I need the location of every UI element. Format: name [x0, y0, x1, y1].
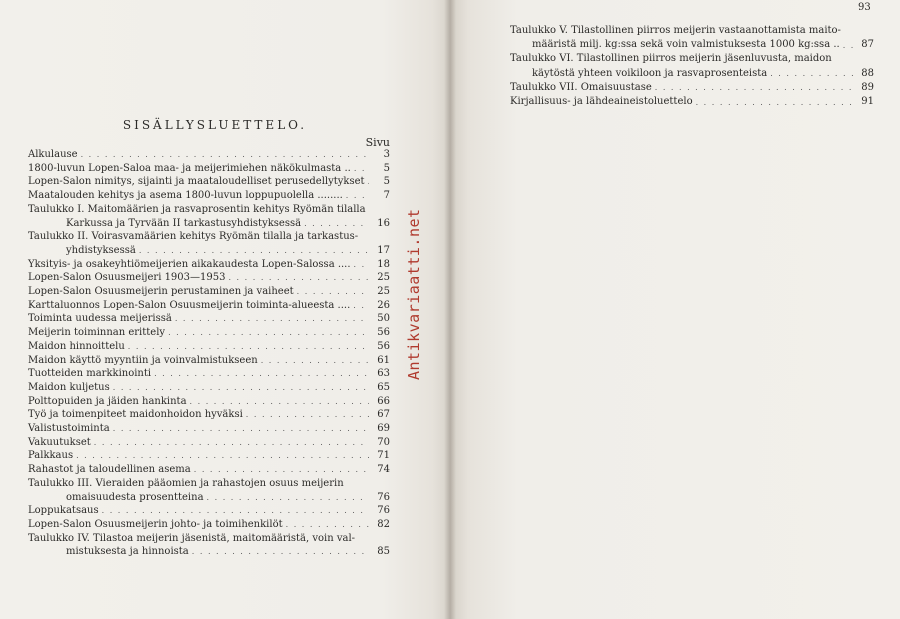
toc-entry-line [28, 381, 390, 395]
toc-entry-line [28, 299, 390, 313]
toc-page-number: 91 [861, 96, 874, 108]
toc-entry-line [28, 518, 390, 532]
toc-entry-text: Maatalouden kehitys ja asema 1800-luvun loppupuolella ........ [28, 190, 343, 202]
toc-page-number: 25 [377, 286, 390, 298]
toc-entry-text: Lopen-Salon Osuusmeijeri 1903—1953 [28, 272, 226, 284]
toc-entry-text: Palkkaus [28, 450, 74, 462]
toc-page-number: 5 [383, 176, 390, 188]
toc-page-number: 63 [377, 368, 390, 380]
toc-entry-text: Valistustoiminta [28, 423, 110, 435]
dot-leader [94, 436, 369, 450]
toc-entry-text: Maidon hinnoittelu [28, 340, 125, 352]
toc-entry-text: Polttopuiden ja jäiden hankinta [28, 395, 187, 407]
toc-page-number: 61 [377, 354, 390, 366]
toc-entry-text: Maidon käyttö myyntiin ja voinvalmistukseen [28, 354, 258, 366]
toc-entry-text: Taulukko II. Voirasvamäärien kehitys Ryömän tilalla ja tarkastus- [28, 231, 359, 243]
toc-page-number: 87 [861, 39, 874, 51]
dot-leader [843, 39, 853, 53]
toc-page-number: 76 [377, 505, 390, 517]
toc-entry-text: Taulukko V. Tilastollinen piirros meijerin vastaanottamista maito- [510, 25, 841, 36]
toc-entry-text: Taulukko I. Maitomäärien ja rasvaprosentin kehitys Ryömän tilalla [28, 203, 366, 215]
toc-entry-line [28, 189, 390, 203]
toc-entry-line [28, 148, 390, 162]
toc-page-number: 3 [383, 149, 390, 160]
toc-entries-left [28, 148, 390, 559]
toc-entry-text: Taulukko VII. Omaisuustase [510, 81, 652, 93]
toc-entry-line [28, 175, 390, 189]
toc-page-number: 26 [377, 299, 390, 311]
dot-leader [113, 381, 369, 395]
dot-leader [168, 326, 369, 340]
toc-entry-line [28, 504, 390, 518]
dot-leader [655, 81, 853, 95]
toc-page-number: 71 [377, 450, 390, 462]
toc-entry-line [28, 477, 390, 491]
toc-entry-line [28, 545, 390, 559]
toc-entry-line [28, 463, 390, 477]
toc-entry-line [28, 449, 390, 463]
dot-leader [81, 148, 369, 162]
toc-page-number: 25 [377, 272, 390, 284]
dot-leader [286, 518, 369, 532]
toc-entry-text: Meijerin toiminnan erittely [28, 327, 166, 339]
toc-page-number: 50 [377, 313, 390, 325]
toc-entry-text: Karkussa ja Tyrvään II tarkastusyhdistyksessä [66, 217, 302, 229]
toc-entry-text: Tuotteiden markkinointi [28, 368, 152, 380]
toc-entry-line [510, 67, 874, 81]
dot-leader [113, 422, 369, 436]
toc-entry-text: Taulukko III. Vieraiden pääomien ja rahastojen osuus meijerin [28, 477, 344, 489]
dot-leader [353, 299, 369, 313]
toc-page-number: 74 [377, 464, 390, 476]
toc-entry-line [28, 285, 390, 299]
toc-entry-text: Loppukatsaus [28, 505, 99, 517]
toc-entries-right [510, 24, 874, 109]
dot-leader [368, 175, 369, 189]
toc-entry-line [28, 491, 390, 505]
toc-page-number: 65 [377, 381, 390, 393]
toc-entry-text: omaisuudesta prosentteina [66, 491, 204, 503]
toc-entry-line [28, 217, 390, 231]
dot-leader [246, 408, 369, 422]
toc-entry-line [28, 395, 390, 409]
dot-leader [76, 449, 369, 463]
toc-entry-text: käytöstä yhteen voikiloon ja rasvaprosenteista [532, 67, 768, 79]
toc-entry-line [510, 24, 874, 38]
toc-entry-line [510, 81, 874, 95]
toc-entry-line [28, 367, 390, 381]
toc-entry-line [510, 95, 874, 109]
toc-entry-line [28, 244, 390, 258]
toc-entry-line [28, 203, 390, 217]
dot-leader [194, 463, 369, 477]
dot-leader [139, 244, 369, 258]
dot-leader [192, 545, 369, 559]
toc-entry-line [28, 340, 390, 354]
dot-leader [128, 340, 369, 354]
toc-entry-text: Yksityis- ja osakeyhtiömeijerien aikakaudesta Lopen-Salossa .... [28, 258, 351, 270]
watermark: Antikvariaatti.net [405, 208, 423, 380]
dot-leader [346, 189, 369, 203]
toc-entry-text: Työ ja toimenpiteet maidonhoidon hyväksi [28, 409, 243, 421]
dot-leader [207, 491, 369, 505]
dot-leader [696, 96, 853, 110]
toc-entry-line [510, 38, 874, 52]
toc-entry-line [28, 354, 390, 368]
toc-page-number: 5 [383, 162, 390, 174]
toc-entry-text: Toiminta uudessa meijerissä [28, 313, 172, 325]
toc-entry-text: Kirjallisuus- ja lähdeaineistoluettelo [510, 96, 693, 108]
toc-page-number: 16 [377, 217, 390, 229]
dot-leader [354, 258, 369, 272]
dot-leader [175, 312, 369, 326]
toc-entry-line [28, 258, 390, 272]
toc-entry-text: yhdistyksessä [66, 244, 136, 256]
toc-page-number: 85 [377, 546, 390, 558]
toc-entry-text: Lopen-Salon Osuusmeijerin perustaminen ja vaiheet [28, 286, 294, 298]
dot-leader [261, 354, 369, 368]
dot-leader [297, 285, 369, 299]
toc-page-number: 76 [377, 491, 390, 503]
book-gutter [444, 0, 456, 619]
toc-title: SISÄLLYSLUETTELO. [122, 118, 308, 132]
toc-entry-text: Taulukko IV. Tilastoa meijerin jäsenistä, maitomääristä, voin val- [28, 532, 356, 544]
dot-leader [770, 67, 853, 81]
toc-entry-text: Alkulause [28, 149, 78, 160]
dot-leader [304, 217, 369, 231]
toc-entry-line [28, 408, 390, 422]
toc-entry-text: Vakuutukset [28, 436, 91, 448]
toc-entry-line [28, 532, 390, 546]
dot-leader [102, 504, 369, 518]
dot-leader [190, 395, 369, 409]
page-number: 93 [858, 2, 871, 13]
toc-entry-text: Karttaluonnos Lopen-Salon Osuusmeijerin toiminta-alueesta .... [28, 299, 351, 311]
toc-page-number: 88 [861, 67, 874, 79]
toc-entry-text: 1800-luvun Lopen-Saloa maa- ja meijerimiehen näkökulmasta .. [28, 162, 351, 174]
toc-entry-line [28, 271, 390, 285]
toc-entry-line [28, 326, 390, 340]
toc-page-number: 56 [377, 340, 390, 352]
toc-page-number: 89 [861, 81, 874, 93]
dot-leader [154, 367, 369, 381]
toc-page-number: 56 [377, 327, 390, 339]
toc-entry-line [28, 312, 390, 326]
toc-page-number: 17 [377, 244, 390, 256]
toc-entry-line [28, 230, 390, 244]
toc-page-number: 66 [377, 395, 390, 407]
toc-entry-line [510, 52, 874, 66]
toc-page-number: 82 [377, 518, 390, 530]
toc-entry-line [28, 422, 390, 436]
toc-entry-text: määristä milj. kg:ssa sekä voin valmistuksesta 1000 kg:ssa .. [532, 39, 840, 51]
toc-entry-text: Taulukko VI. Tilastollinen piirros meijerin jäsenluvusta, maidon [510, 53, 832, 65]
toc-page-number: 18 [377, 258, 390, 270]
toc-page-number: 7 [383, 190, 390, 202]
toc-entry-text: Maidon kuljetus [28, 381, 110, 393]
toc-entry-line [28, 162, 390, 176]
dot-leader [354, 162, 369, 176]
page-column-label: Sivu [365, 136, 390, 149]
toc-page-number: 70 [377, 436, 390, 448]
toc-entry-line [28, 436, 390, 450]
toc-page-number: 67 [377, 409, 390, 421]
toc-entry-text: mistuksesta ja hinnoista [66, 546, 189, 558]
dot-leader [228, 271, 369, 285]
toc-page-number: 69 [377, 423, 390, 435]
toc-entry-text: Lopen-Salon nimitys, sijainti ja maataloudelliset perusedellytykset [28, 176, 365, 188]
toc-entry-text: Lopen-Salon Osuusmeijerin johto- ja toimihenkilöt [28, 518, 283, 530]
toc-entry-text: Rahastot ja taloudellinen asema [28, 464, 191, 476]
